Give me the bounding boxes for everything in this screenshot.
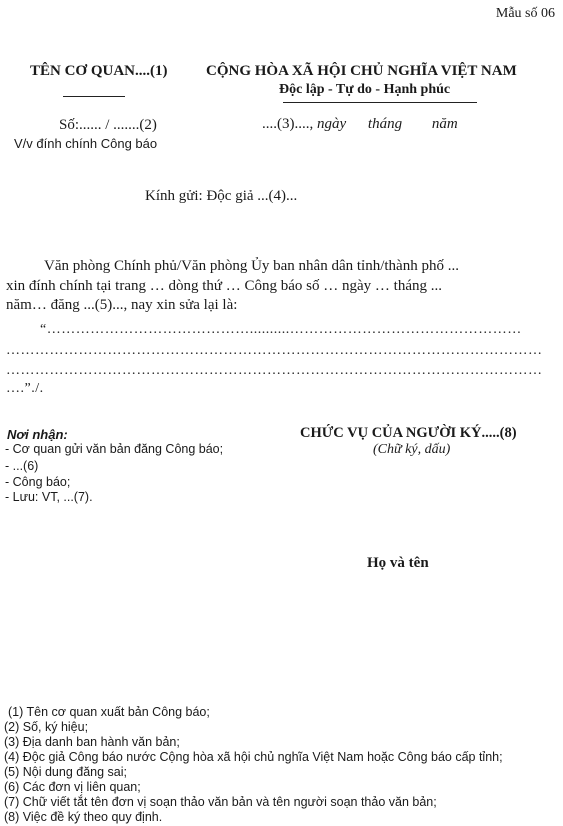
footnote: (3) Địa danh ban hành văn bản;	[4, 735, 180, 749]
correction-placeholder-end: ….”./.	[6, 381, 44, 396]
agency-name: TÊN CƠ QUAN....(1)	[30, 63, 168, 79]
body-line: năm… đăng ...(5)..., nay xin sửa lại là:	[6, 297, 238, 313]
footnote: (4) Độc giả Công báo nước Cộng hòa xã hội chủ nghĩa Việt Nam hoặc Công báo cấp tỉnh;	[4, 750, 503, 764]
footnote: (8) Việc đề ký theo quy định.	[4, 810, 163, 824]
document-subject: V/v đính chính Công báo	[14, 136, 158, 151]
signer-full-name: Họ và tên	[367, 555, 429, 571]
day-label: ngày	[317, 116, 347, 132]
form-number: Mẫu số 06	[495, 6, 555, 21]
correction-placeholder-line: “……………………………………..........…………………………………………	[40, 322, 522, 337]
recipient-item: - ...(6)	[5, 459, 39, 473]
motto-divider	[283, 102, 477, 103]
footnote: (5) Nội dung đăng sai;	[4, 765, 127, 779]
place-date-line	[262, 116, 458, 133]
footnote: (7) Chữ viết tắt tên đơn vị soạn thảo văn bản và tên người soạn thảo văn bản;	[4, 795, 437, 809]
signer-position: CHỨC VỤ CỦA NGƯỜI KÝ.....(8)	[300, 425, 517, 441]
year-label: năm	[431, 116, 458, 132]
footnote: (6) Các đơn vị liên quan;	[4, 780, 141, 794]
agency-divider	[63, 96, 125, 97]
document-number: Số:...... / .......(2)	[59, 117, 157, 133]
footnote: (2) Số, ký hiệu;	[4, 720, 89, 734]
correction-placeholder-line: …………………………………………………………………………………………………	[6, 343, 543, 358]
month-label: tháng	[367, 116, 403, 132]
footnote: (1) Tên cơ quan xuất bản Công báo;	[8, 705, 210, 719]
body-line: xin đính chính tại trang … dòng thứ … Công báo số … ngày … tháng ...	[6, 278, 443, 294]
nation-title: CỘNG HÒA XÃ HỘI CHỦ NGHĨA VIỆT NAM	[206, 63, 517, 79]
recipients-title: Nơi nhận:	[7, 427, 68, 442]
recipient-item: - Lưu: VT, ...(7).	[5, 490, 93, 504]
place-reference: ....(3)....,	[262, 116, 314, 132]
body-line: Văn phòng Chính phủ/Văn phòng Ủy ban nhân dân tỉnh/thành phố ...	[44, 258, 459, 274]
salutation: Kính gửi: Độc giả ...(4)...	[145, 188, 298, 204]
recipient-item: - Công báo;	[5, 475, 71, 489]
correction-placeholder-line: …………………………………………………………………………………………………	[6, 363, 543, 378]
recipient-item: - Cơ quan gửi văn bản đăng Công báo;	[5, 442, 224, 456]
signature-note: (Chữ ký, dấu)	[373, 442, 451, 457]
national-motto: Độc lập - Tự do - Hạnh phúc	[279, 82, 451, 97]
